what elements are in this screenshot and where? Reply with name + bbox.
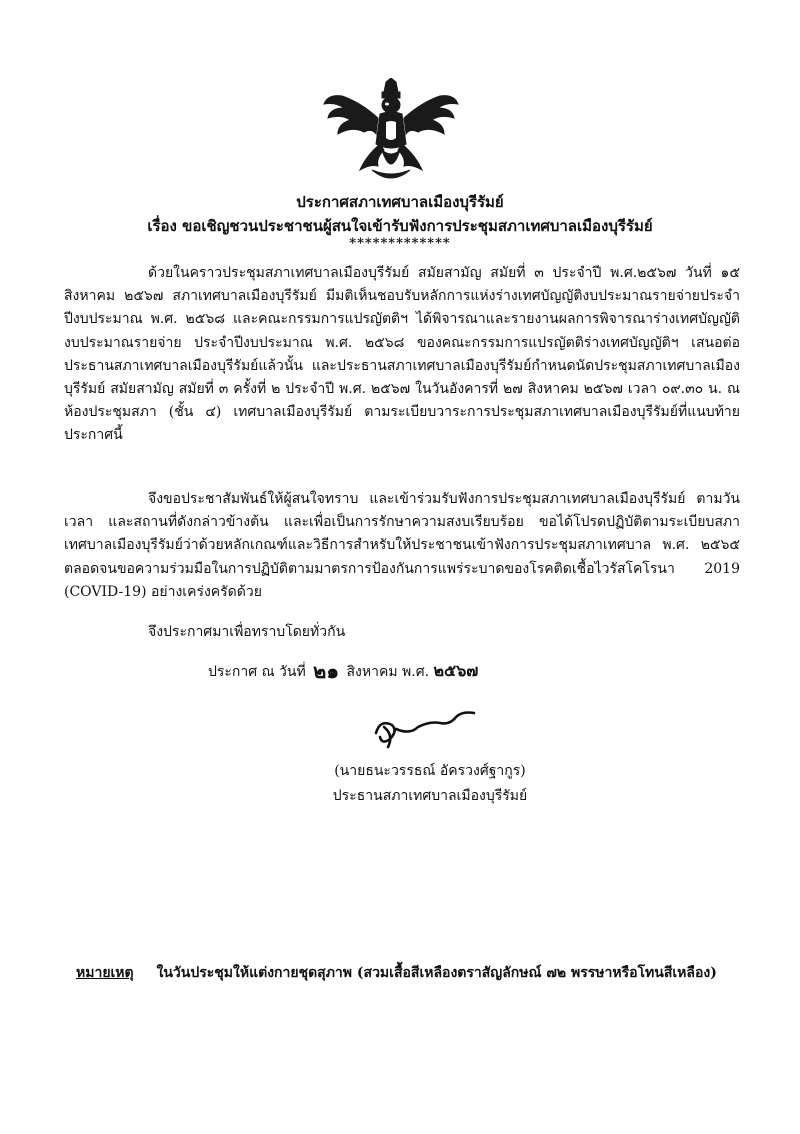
announcement-subject: เรื่อง ขอเชิญชวนประชาชนผู้สนใจเข้ารับฟังการประชุมสภาเทศบาลเมืองบุรีรัมย์ xyxy=(147,217,653,235)
remark-note xyxy=(76,962,717,984)
signer-title: ประธานสภาเทศบาลเมืองบุรีรัมย์ xyxy=(332,788,528,804)
paragraph-invitation: จึงขอประชาสัมพันธ์ให้ผู้สนใจทราบ และเข้าร่วมรับฟังการประชุมสภาเทศบาลเมืองบุรีรัมย์ ตามวัน เวลา และสถานที่ดังกล่าวข้างต้น และเพื่อเป็นการรักษาความสงบเรียบร้อย ขอได้โปรดปฏิบัติตามระเบียบสภาเทศบาลเมืองบุรีรัมย์ว่าด้วยหลักเกณฑ์และวิธีการสำหรับให้ประชาชนเข้าฟังการประชุมสภาเทศบาล พ.ศ. ๒๕๖๕ ตลอดจนขอความร่วมมือในการปฏิบัติตามมาตรการป้องกันการแพร่ระบาดของโรคติดเชื้อไวรัสโคโรนา 2019 (COVID-19) อย่างเคร่งครัดด้วย xyxy=(64,491,740,600)
announcement-title: ประกาศสภาเทศบาลเมืองบุรีรัมย์ xyxy=(296,193,504,211)
remark-label: หมายเหตุ xyxy=(76,965,134,981)
announcement-date xyxy=(208,655,478,687)
paragraph-meeting-details: ด้วยในคราวประชุมสภาเทศบาลเมืองบุรีรัมย์ สมัยสามัญ สมัยที่ ๓ ประจำปี พ.ศ.๒๕๖๗ วันที่ ๑๕ สิงหาคม ๒๕๖๗ สภาเทศบาลเมืองบุรีรัมย์ มีมติเห็นชอบรับหลักการแห่งร่างเทศบัญญัติงบประมาณรายจ่ายประจำปีงบประมาณ พ.ศ. ๒๕๖๘ และคณะกรรมการแปรญัตติฯ ได้พิจารณาและรายงานผลการพิจารณาร่างเทศบัญญัติงบประมาณรายจ่าย ประจำปีงบประมาณ พ.ศ. ๒๕๖๘ ของคณะกรรมการแปรญัตติร่างเทศบัญญัติฯ เสนอต่อประธานสภาเทศบาลเมืองบุรีรัมย์แล้วนั้น และประธานสภาเทศบาลเมืองบุรีรัมย์กำหนดนัดประชุมสภาเทศบาลเมืองบุรีรัมย์ สมัยสามัญ สมัยที่ ๓ ครั้งที่ ๒ ประจำปี พ.ศ. ๒๕๖๗ ในวันอังคารที่ ๒๗ สิงหาคม ๒๕๖๗ เวลา ๐๙.๓๐ น. ณ ห้องประชุมสภา (ชั้น ๔) เทศบาลเมืองบุรีรัมย์ ตามระเบียบวาระการประชุมสภาเทศบาลเมืองบุรีรัมย์ที่แนบท้ายประกาศนี้ xyxy=(64,265,740,444)
date-month: สิงหาคม พ.ศ. xyxy=(346,664,430,680)
date-prefix: ประกาศ ณ วันที่ xyxy=(208,664,306,680)
date-day: ๒๑ xyxy=(313,659,340,683)
garuda-emblem-icon xyxy=(320,78,462,186)
handwritten-signature-icon xyxy=(370,705,480,753)
signer-name: (นายธนะวรรธณ์ อัครวงศ์ฐากูร) xyxy=(334,763,526,779)
remark-text: ในวันประชุมให้แต่งกายชุดสุภาพ (สวมเสื้อสีเหลืองตราสัญลักษณ์ ๗๒ พรรษาหรือโทนสีเหลือง) xyxy=(156,965,717,981)
title-separator: ************* xyxy=(349,236,451,251)
date-year: ๒๕๖๗ xyxy=(433,661,479,680)
closing-line: จึงประกาศมาเพื่อทราบโดยทั่วกัน xyxy=(148,624,346,640)
